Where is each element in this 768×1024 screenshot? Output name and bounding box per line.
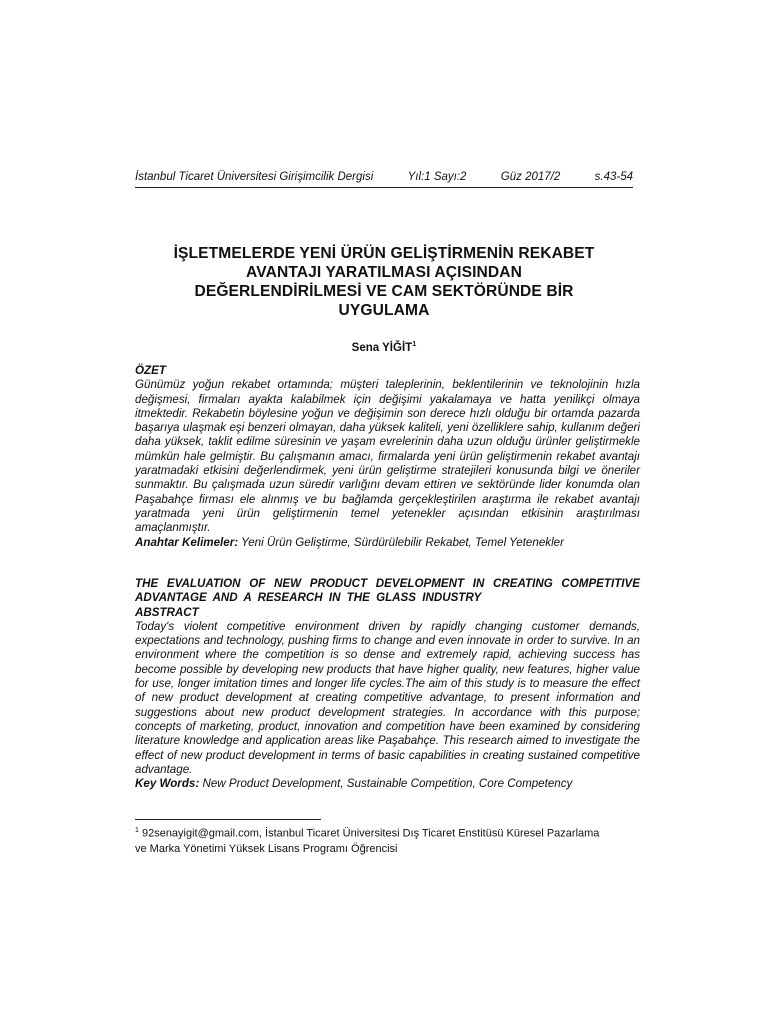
author-footnote-mark: 1	[412, 339, 417, 348]
ozet-keywords-text: Yeni Ürün Geliştirme, Sürdürülebilir Rekabet, Temel Yetenekler	[238, 535, 564, 549]
footnote-line: ve Marka Yönetimi Yüksek Lisans Programı Öğrencisi	[135, 842, 398, 855]
abstract-keywords	[135, 777, 640, 791]
footnote-mark: 1	[135, 827, 139, 834]
title-line: UYGULAMA	[338, 302, 430, 319]
author-name: Sena YİĞİT	[351, 341, 413, 354]
journal-name: İstanbul Ticaret Üniversitesi Girişimcilik Dergisi	[135, 171, 374, 183]
english-abstract	[135, 577, 640, 791]
author-line	[135, 339, 633, 354]
abstract-keywords-text: New Product Development, Sustainable Competition, Core Competency	[199, 777, 573, 791]
ozet-keywords-label: Anahtar Kelimeler:	[135, 535, 239, 549]
title-line: DEĞERLENDİRİLMESİ VE CAM SEKTÖRÜNDE BİR	[194, 283, 574, 300]
footnote-line	[135, 823, 640, 842]
title-line: AVANTAJI YARATILMASI AÇISINDAN	[246, 264, 522, 281]
english-title: THE EVALUATION OF NEW PRODUCT DEVELOPMENT IN CREATING COMPETITIVE ADVANTAGE AND A RESEARCH IN THE GLASS INDUSTRY	[135, 577, 640, 605]
title-line: İŞLETMELERDE YENİ ÜRÜN GELİŞTİRMENİN REKABET	[173, 245, 595, 262]
header-divider	[135, 187, 633, 188]
journal-pages: s.43-54	[594, 171, 633, 183]
author-footnote	[135, 823, 640, 857]
running-header	[135, 171, 633, 183]
ozet-keywords	[135, 536, 640, 550]
footnote-email-affiliation: 92senayigit@gmail.com, İstanbul Ticaret Üniversitesi Dış Ticaret Enstitüsü Küresel Pazarlama	[138, 827, 600, 840]
turkish-abstract	[135, 364, 640, 550]
abstract-keywords-label: Key Words:	[135, 777, 200, 791]
ozet-body: Günümüz yoğun rekabet ortamında; müşteri taleplerinin, beklentilerinin ve teknolojinin hızla değişmesi, firmaları ayakta kalabilmek için değişimi yakalamaya ve hatta yenilikçi olmaya itmektedir. Rekabetin böylesine yoğun ve değişimin son derece hızlı olduğu bir ortamda pazarda başarıya ulaşmak eşi benzeri olmayan, daha yüksek kaliteli, yeni özelliklere sahip, kullanım değeri daha yüksek, taklit edilme süresinin ve yaşam evrelerinin daha uzun olduğu ürünler geliştirmekle mümkün hale gelmiştir. Bu çalışmanın amacı, firmalarda yeni ürün geliştirmenin rekabet avantajı yaratmadaki etkisini değerlendirmek, yeni ürün geliştirme stratejileri konusunda bilgi ve öneriler sunmaktır. Bu çalışmada uzun süredir varlığını devam ettiren ve sektöründe lider konumda olan Paşabahçe firması ele alınmış ve bu bağlamda gerçekleştirilen araştırma ile rekabet avantajı yaratmada yeni ürün geliştirmenin temel yetenekler açısından etkisinin araştırılması amaçlanmıştır.	[135, 378, 640, 535]
journal-season: Güz 2017/2	[500, 171, 561, 183]
ozet-heading: ÖZET	[135, 364, 166, 377]
paper-title	[135, 244, 633, 320]
journal-issue: Yıl:1 Sayı:2	[407, 171, 467, 183]
footnote-divider	[135, 819, 321, 820]
abstract-heading: ABSTRACT	[135, 605, 199, 619]
abstract-body: Today's violent competitive environment driven by rapidly changing customer demands, expectations and technology, pushing firms to change and even innovate in order to survive. In an environment where the competition is so dense and extremely rapid, achieving success has become possible by developing new products that have higher quality, new features, higher value for use, longer imitation times and longer life cycles.The aim of this study is to measure the effect of new product development at creating competitive advantage, to present information and suggestions about new product development strategies. In accordance with this purpose; concepts of marketing, product, innovation and competition have been examined by considering literature knowledge and application areas like Paşabahçe. This research aimed to investigate the effect of new product development in terms of basic capabilities in creating sustained competitive advantage.	[135, 619, 640, 776]
